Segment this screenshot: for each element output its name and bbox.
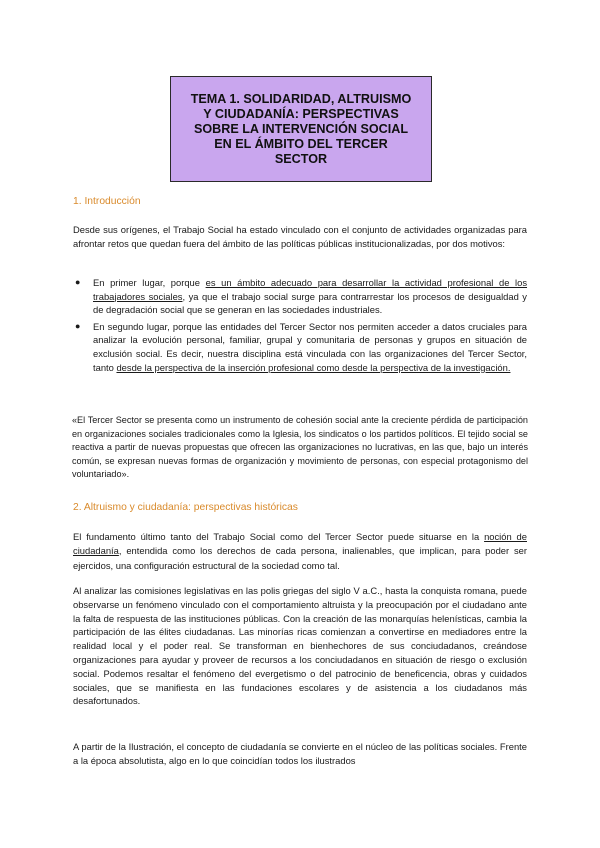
underlined-text: es un ámbito adecuado para desarrollar la actividad profesional de los trabajadores sociales: [93, 277, 528, 302]
title-line: Y CIUDADANÍA: PERSPECTIVAS: [203, 106, 399, 121]
bullet-icon: ●: [75, 277, 81, 287]
ciudadania-paragraph: [73, 530, 527, 573]
bullet-icon: ●: [75, 320, 81, 331]
title-line: TEMA 1. SOLIDARIDAD, ALTRUISMO: [190, 91, 412, 106]
bullet-text: En primer lugar, porque: [93, 277, 206, 288]
title-line: SOBRE LA INTERVENCIÓN SOCIAL: [193, 121, 409, 136]
bullet-text: En segundo lugar, porque las entidades del Tercer Sector nos permiten acceder a datos cruciales para analizar la evolución personal, familiar, grupal y comunitaria de personas y grupos en situación de exclusión social. Es decir, nuestra disciplina está vinculada con las organizaciones del Tercer Sector, tanto: [93, 320, 527, 373]
section-heading-introduccion: 1. Introducción: [73, 196, 141, 207]
list-item: [73, 276, 527, 317]
section-heading-altruismo: 2. Altruismo y ciudadanía: perspectivas históricas: [73, 502, 298, 513]
motives-list: [73, 276, 527, 377]
history-paragraph: Al analizar las comisiones legislativas en las polis griegas del siglo V a.C., hasta la conquista romana, puede observarse un fenómeno vinculado con el comportamiento altruista y la preocupación por el ciudadano ante la falta de respuesta de las instituciones públicas. Con la creación de las monarquías helenísticas, cambia la participación de las élites ciudadanas. Las minorías ricas comienzan a convertirse en mediadores entre la realidad local y el poder real. Se transforman en bienhechores de sus conciudadanos, creándose organizaciones para ayudar y proveer de recursos a los conciudadanos en situación de riesgo o exclusión social. Podemos resaltar el fenómeno del evergetismo o del patrocinio de beneficencia, obras y cuidados sociales, que se manifiesta en las fundaciones escolares y de asistencia a los ciudadanos más desafortunados.: [73, 585, 527, 707]
list-item: [73, 320, 527, 374]
underlined-text: desde la perspectiva de la inserción profesional como desde la perspectiva de la investigación.: [116, 361, 511, 373]
ilustracion-paragraph: A partir de la Ilustración, el concepto de ciudadanía se convierte en el núcleo de las políticas sociales. Frente a la época absolutista, algo en lo que coincidían todos los ilustrados: [73, 741, 527, 767]
quote-paragraph: «El Tercer Sector se presenta como un instrumento de cohesión social ante la creciente pérdida de participación en organizaciones sociales tradicionales como la Iglesia, los sindicatos o los partidos políticos. El tejido social se reactiva a partir de nuevas propuestas que ofrecen las organizaciones no lucrativas, en las que, bajo un interés común, se expresan nuevas formas de organización y movimiento de personas, con especial protagonismo del voluntariado».: [72, 415, 528, 480]
title-line: SECTOR: [274, 151, 328, 166]
title-box: [170, 76, 432, 182]
paragraph-text: , entendida como los derechos de cada persona, inalienables, que implican, para poder ser ejercidos, una configuración estructural de la sociedad como tal.: [73, 545, 527, 571]
paragraph-text: El fundamento último tanto del Trabajo Social como del Tercer Sector puede situarse en la: [73, 531, 485, 542]
title-line: EN EL ÁMBITO DEL TERCER: [214, 136, 388, 151]
underlined-text: noción de ciudadanía: [73, 531, 527, 557]
intro-paragraph: Desde sus orígenes, el Trabajo Social ha estado vinculado con el conjunto de actividades organizadas para afrontar retos que quedan fuera del ámbito de las políticas públicas institucionalizadas, por dos motivos:: [73, 224, 527, 249]
document-title: [181, 92, 421, 167]
bullet-text: , ya que el trabajo social surge para contrarrestar los procesos de desigualdad y de degradación social que se generan en las sociedades industriales.: [93, 290, 527, 316]
